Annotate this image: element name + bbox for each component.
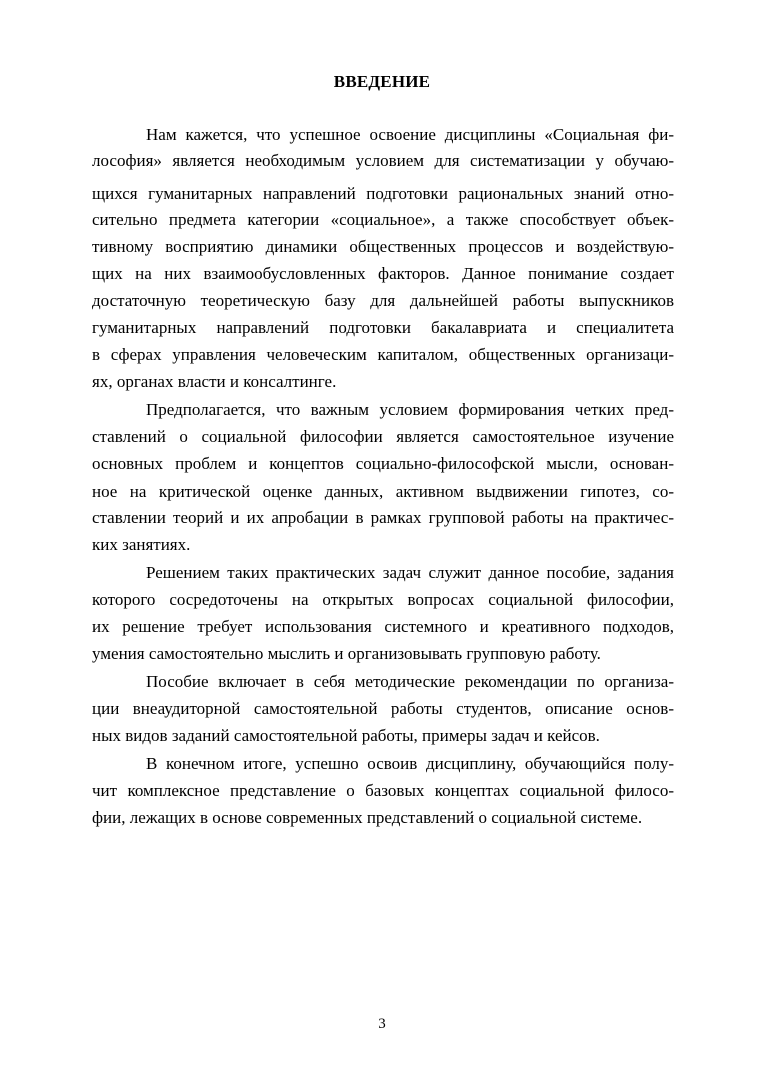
paragraph-1-line-2: лософия» является необходимым условием для систематизации у обучаю- bbox=[92, 151, 674, 170]
paragraph-2-line-4: ное на критической оценке данных, активном выдвижении гипотез, со- bbox=[92, 482, 674, 501]
paragraph-2-line-6: ких занятиях. bbox=[92, 535, 191, 554]
paragraph-3-line-1: Решением таких практических задач служит данное пособие, задания bbox=[146, 563, 674, 582]
paragraph-1-line-6: щих на них взаимообусловленных факторов. Данное понимание создает bbox=[92, 264, 674, 283]
paragraph-1-line-4: сительно предмета категории «социальное», а также способствует объек- bbox=[92, 210, 674, 229]
paragraph-5-line-1: В конечном итоге, успешно освоив дисциплину, обучающийся полу- bbox=[146, 754, 674, 773]
paragraph-1-line-5: тивному восприятию динамики общественных процессов и воздействую- bbox=[92, 237, 674, 256]
paragraph-5-line-3: фии, лежащих в основе современных представлений о социальной системе. bbox=[92, 808, 643, 827]
paragraph-4-line-1: Пособие включает в себя методические рекомендации по организа- bbox=[146, 672, 674, 691]
paragraph-3-line-2: которого сосредоточены на открытых вопросах социальной философии, bbox=[92, 590, 674, 609]
paragraph-2-line-2: ставлений о социальной философии является самостоятельное изучение bbox=[92, 427, 674, 446]
paragraph-3-line-3: их решение требует использования системного и креативного подходов, bbox=[92, 617, 674, 636]
paragraph-4-line-2: ции внеаудиторной самостоятельной работы студентов, описание основ- bbox=[92, 699, 674, 718]
paragraph-1-line-8: гуманитарных направлений подготовки бакалавриата и специалитета bbox=[92, 318, 674, 337]
paragraph-2-line-5: ставлении теорий и их апробации в рамках групповой работы на практичес- bbox=[92, 508, 674, 527]
section-heading: ВВЕДЕНИЕ bbox=[333, 72, 431, 91]
paragraph-1-line-3: щихся гуманитарных направлений подготовки рациональных знаний отно- bbox=[92, 184, 674, 203]
paragraph-2-line-1: Предполагается, что важным условием формирования четких пред- bbox=[146, 400, 674, 419]
paragraph-1-line-9: в сферах управления человеческим капиталом, общественных организаци- bbox=[92, 345, 674, 364]
paragraph-2-line-3: основных проблем и концептов социально-философской мысли, основан- bbox=[92, 454, 674, 473]
paragraph-5-line-2: чит комплексное представление о базовых концептах социальной филосо- bbox=[92, 781, 674, 800]
page-number: 3 bbox=[378, 1016, 386, 1032]
paragraph-4-line-3: ных видов заданий самостоятельной работы, примеры задач и кейсов. bbox=[92, 726, 600, 745]
paragraph-3-line-4: умения самостоятельно мыслить и организовывать групповую работу. bbox=[92, 644, 601, 663]
paragraph-1-line-10: ях, органах власти и консалтинге. bbox=[92, 372, 337, 391]
paragraph-1-line-7: достаточную теоретическую базу для дальнейшей работы выпускников bbox=[92, 291, 674, 310]
paragraph-1-line-1: Нам кажется, что успешное освоение дисциплины «Социальная фи- bbox=[146, 125, 674, 144]
